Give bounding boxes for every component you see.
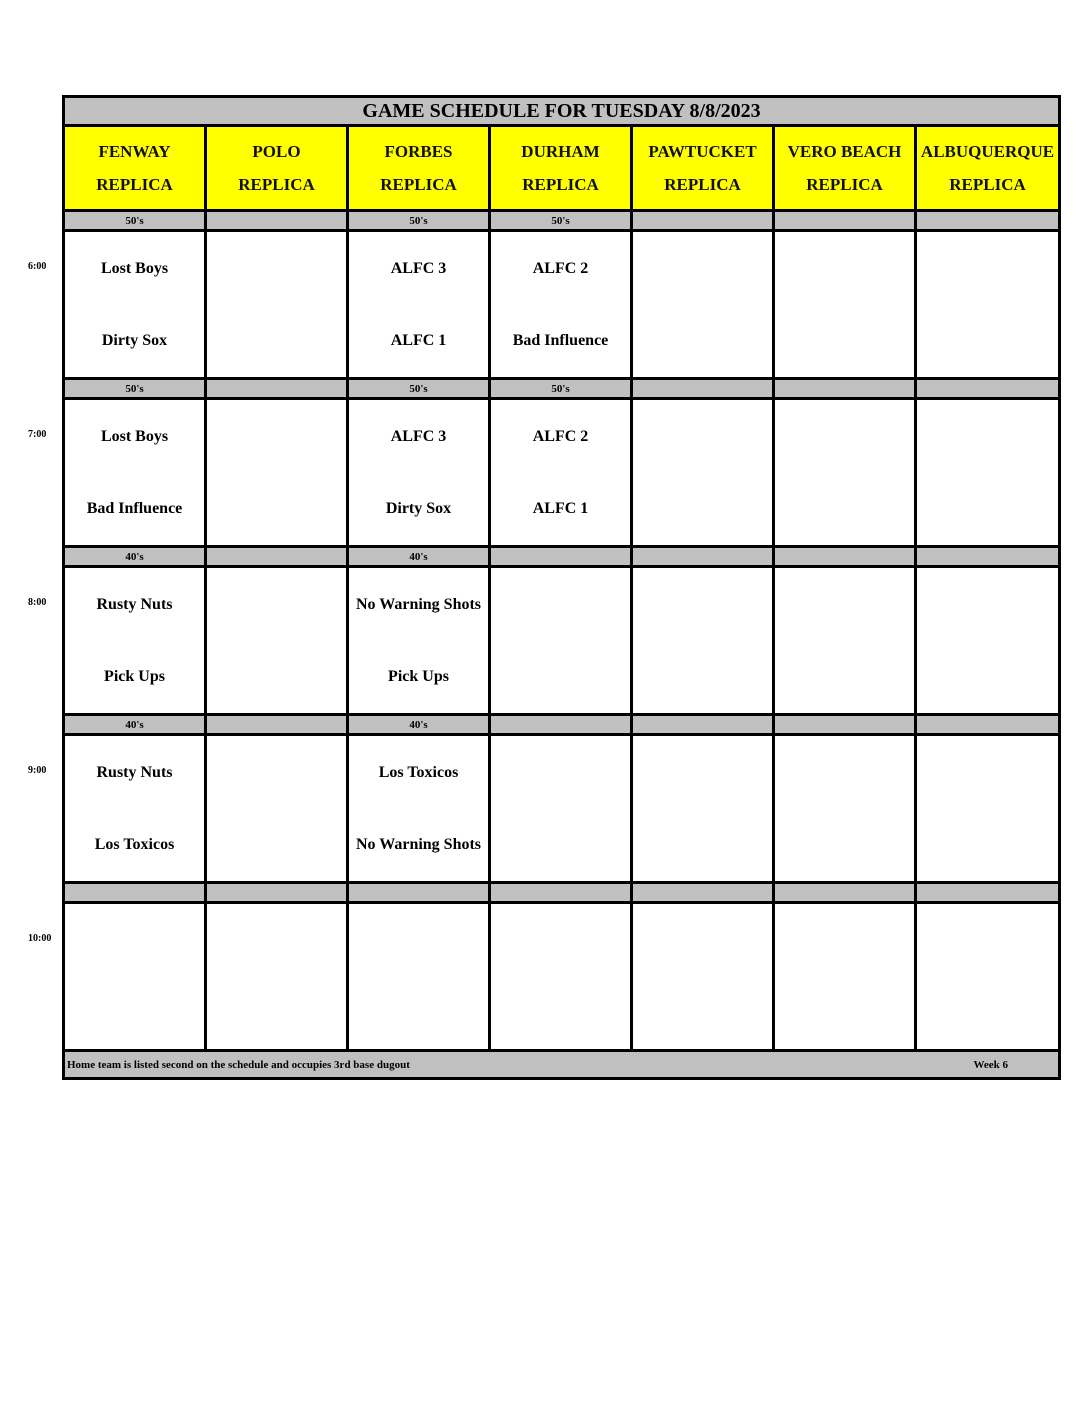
division-label: [632, 883, 774, 903]
field-header: [632, 126, 774, 211]
fields-header-row: [64, 126, 1060, 211]
game-cell: [490, 567, 632, 715]
matchup: [917, 232, 1058, 377]
game-cell: [490, 399, 632, 547]
away-team: [491, 904, 630, 977]
division-label: [206, 883, 348, 903]
division-label: 40's: [348, 715, 490, 735]
away-team: [917, 400, 1058, 473]
away-team: [775, 736, 914, 809]
home-team: Pick Ups: [104, 668, 165, 686]
field-name: DURHAM: [521, 142, 600, 161]
home-team: [633, 305, 772, 378]
division-label: [64, 883, 206, 903]
division-row: [64, 715, 1060, 735]
division-label: [916, 715, 1060, 735]
matchup: [633, 736, 772, 881]
home-team: ALFC 1: [390, 332, 447, 350]
home-team: [917, 473, 1058, 546]
game-cell: [64, 567, 206, 715]
division-label: 50's: [348, 211, 490, 231]
field-type: REPLICA: [96, 175, 173, 194]
away-team: [633, 232, 772, 305]
away-team: [917, 736, 1058, 809]
division-label: [632, 211, 774, 231]
division-label: [206, 547, 348, 567]
matchup: [349, 400, 488, 545]
home-team-note: Home team is listed second on the schedule and occupies 3rd base dugout: [67, 1058, 410, 1071]
away-team: [65, 904, 204, 977]
game-cell: [774, 399, 916, 547]
game-row: [64, 903, 1060, 1051]
away-team: [633, 736, 772, 809]
matchup: [775, 904, 914, 1049]
game-cell: [632, 735, 774, 883]
matchup: [917, 400, 1058, 545]
game-cell: [632, 567, 774, 715]
matchup: [65, 568, 204, 713]
game-cell: [206, 231, 348, 379]
division-label: 40's: [64, 547, 206, 567]
away-team: [207, 904, 346, 977]
matchup: [349, 904, 488, 1049]
field-type: REPLICA: [949, 175, 1026, 194]
game-cell: [774, 567, 916, 715]
matchup: [65, 232, 204, 377]
division-label: 40's: [348, 547, 490, 567]
away-team: ALFC 2: [532, 427, 589, 445]
away-team: [207, 232, 346, 305]
game-cell: [348, 231, 490, 379]
matchup: [65, 400, 204, 545]
matchup: [633, 400, 772, 545]
field-name: VERO BEACH: [787, 142, 902, 161]
division-label: 50's: [348, 379, 490, 399]
matchup: [633, 568, 772, 713]
game-cell: [490, 735, 632, 883]
field-name: PAWTUCKET: [648, 142, 757, 161]
matchup: [207, 568, 346, 713]
home-team: [917, 641, 1058, 714]
game-cell: [348, 399, 490, 547]
home-team: Bad Influence: [86, 500, 183, 518]
division-label: 40's: [64, 715, 206, 735]
game-row: [64, 567, 1060, 715]
week-label: Week 6: [973, 1058, 1009, 1071]
division-label: [632, 379, 774, 399]
home-team: [775, 305, 914, 378]
home-team: [207, 641, 346, 714]
game-cell: [348, 567, 490, 715]
home-team: [917, 305, 1058, 378]
game-cell: [64, 735, 206, 883]
division-label: [916, 211, 1060, 231]
home-team: [633, 473, 772, 546]
matchup: [775, 232, 914, 377]
away-team: [775, 232, 914, 305]
time-label: 6:00: [28, 260, 47, 272]
game-cell: [206, 735, 348, 883]
matchup: [775, 568, 914, 713]
division-row: [64, 379, 1060, 399]
game-cell: [916, 903, 1060, 1051]
matchup: [633, 904, 772, 1049]
away-team: Rusty Nuts: [96, 763, 173, 781]
footer-cell: [64, 1051, 1060, 1079]
game-cell: [916, 735, 1060, 883]
field-type: REPLICA: [522, 175, 599, 194]
title-row: [64, 97, 1060, 126]
home-team: [491, 977, 630, 1050]
away-team: Rusty Nuts: [96, 595, 173, 613]
division-label: [206, 715, 348, 735]
division-label: 50's: [490, 379, 632, 399]
game-cell: [64, 903, 206, 1051]
matchup: [207, 232, 346, 377]
home-team: Los Toxicos: [94, 836, 175, 854]
matchup: [491, 904, 630, 1049]
game-row: [64, 231, 1060, 379]
away-team: [917, 904, 1058, 977]
field-name: POLO: [252, 142, 301, 161]
matchup: [349, 232, 488, 377]
field-name: FORBES: [384, 142, 453, 161]
game-cell: [916, 231, 1060, 379]
away-team: [349, 904, 488, 977]
division-label: [490, 715, 632, 735]
schedule-table: [62, 95, 1061, 1080]
division-label: [774, 211, 916, 231]
away-team: No Warning Shots: [355, 595, 482, 613]
home-team: [491, 641, 630, 714]
game-cell: [64, 399, 206, 547]
away-team: Los Toxicos: [378, 763, 459, 781]
division-label: [774, 715, 916, 735]
away-team: [633, 904, 772, 977]
field-type: REPLICA: [238, 175, 315, 194]
matchup: [633, 232, 772, 377]
away-team: [207, 736, 346, 809]
home-team: ALFC 1: [532, 500, 589, 518]
division-label: [632, 547, 774, 567]
home-team: Dirty Sox: [385, 500, 452, 518]
field-name: FENWAY: [98, 142, 171, 161]
game-cell: [348, 735, 490, 883]
time-label: 7:00: [28, 428, 47, 440]
home-team: [349, 977, 488, 1050]
field-header: [206, 126, 348, 211]
home-team: [775, 809, 914, 882]
game-cell: [632, 399, 774, 547]
division-label: [632, 715, 774, 735]
game-row: [64, 735, 1060, 883]
field-header: [64, 126, 206, 211]
matchup: [775, 736, 914, 881]
away-team: [633, 568, 772, 641]
game-cell: [64, 231, 206, 379]
game-cell: [774, 231, 916, 379]
home-team: [775, 641, 914, 714]
matchup: [917, 736, 1058, 881]
matchup: [491, 232, 630, 377]
matchup: [207, 736, 346, 881]
matchup: [917, 568, 1058, 713]
division-label: [348, 883, 490, 903]
game-cell: [348, 903, 490, 1051]
home-team: Pick Ups: [388, 668, 449, 686]
division-label: [774, 547, 916, 567]
matchup: [491, 736, 630, 881]
division-label: [206, 211, 348, 231]
game-cell: [206, 567, 348, 715]
division-label: [774, 883, 916, 903]
division-label: [206, 379, 348, 399]
field-header: [348, 126, 490, 211]
home-team: [633, 809, 772, 882]
division-row: [64, 883, 1060, 903]
home-team: [491, 809, 630, 882]
matchup: [207, 904, 346, 1049]
home-team: [917, 809, 1058, 882]
away-team: [775, 400, 914, 473]
field-header: [916, 126, 1060, 211]
division-label: [916, 379, 1060, 399]
division-label: [774, 379, 916, 399]
home-team: [633, 641, 772, 714]
game-cell: [206, 903, 348, 1051]
away-team: [633, 400, 772, 473]
home-team: [633, 977, 772, 1050]
division-label: [490, 547, 632, 567]
away-team: [207, 568, 346, 641]
matchup: [65, 736, 204, 881]
game-cell: [632, 903, 774, 1051]
game-cell: [774, 735, 916, 883]
home-team: [917, 977, 1058, 1050]
division-label: 50's: [64, 211, 206, 231]
away-team: Lost Boys: [100, 427, 169, 445]
game-cell: [774, 903, 916, 1051]
game-cell: [916, 399, 1060, 547]
field-name: ALBUQUERQUE: [920, 142, 1055, 161]
matchup: [917, 904, 1058, 1049]
home-team: [207, 977, 346, 1050]
game-row: [64, 399, 1060, 547]
schedule-title: GAME SCHEDULE FOR TUESDAY 8/8/2023: [64, 97, 1060, 126]
away-team: [207, 400, 346, 473]
home-team: [65, 977, 204, 1050]
matchup: [491, 568, 630, 713]
home-team: [207, 305, 346, 378]
matchup: [207, 400, 346, 545]
game-cell: [490, 903, 632, 1051]
away-team: [491, 568, 630, 641]
division-label: 50's: [490, 211, 632, 231]
game-cell: [490, 231, 632, 379]
field-header: [774, 126, 916, 211]
field-type: REPLICA: [806, 175, 883, 194]
division-row: [64, 211, 1060, 231]
division-label: 50's: [64, 379, 206, 399]
home-team: [207, 809, 346, 882]
division-label: [916, 547, 1060, 567]
time-label: 9:00: [28, 764, 47, 776]
time-label: 8:00: [28, 596, 47, 608]
matchup: [65, 904, 204, 1049]
matchup: [491, 400, 630, 545]
matchup: [349, 736, 488, 881]
footer-content: [65, 1059, 1058, 1071]
matchup: [775, 400, 914, 545]
matchup: [349, 568, 488, 713]
away-team: ALFC 2: [532, 259, 589, 277]
away-team: [775, 568, 914, 641]
home-team: No Warning Shots: [355, 836, 482, 854]
away-team: [491, 736, 630, 809]
home-team: Bad Influence: [512, 332, 609, 350]
game-cell: [206, 399, 348, 547]
division-label: [916, 883, 1060, 903]
game-cell: [632, 231, 774, 379]
field-header: [490, 126, 632, 211]
away-team: [917, 232, 1058, 305]
home-team: Dirty Sox: [101, 332, 168, 350]
home-team: [775, 473, 914, 546]
away-team: ALFC 3: [390, 427, 447, 445]
game-cell: [916, 567, 1060, 715]
field-type: REPLICA: [380, 175, 457, 194]
division-row: [64, 547, 1060, 567]
away-team: [917, 568, 1058, 641]
away-team: [775, 904, 914, 977]
home-team: [207, 473, 346, 546]
time-label: 10:00: [28, 932, 52, 944]
away-team: Lost Boys: [100, 259, 169, 277]
footer-row: [64, 1051, 1060, 1079]
field-type: REPLICA: [664, 175, 741, 194]
away-team: ALFC 3: [390, 259, 447, 277]
division-label: [490, 883, 632, 903]
home-team: [775, 977, 914, 1050]
